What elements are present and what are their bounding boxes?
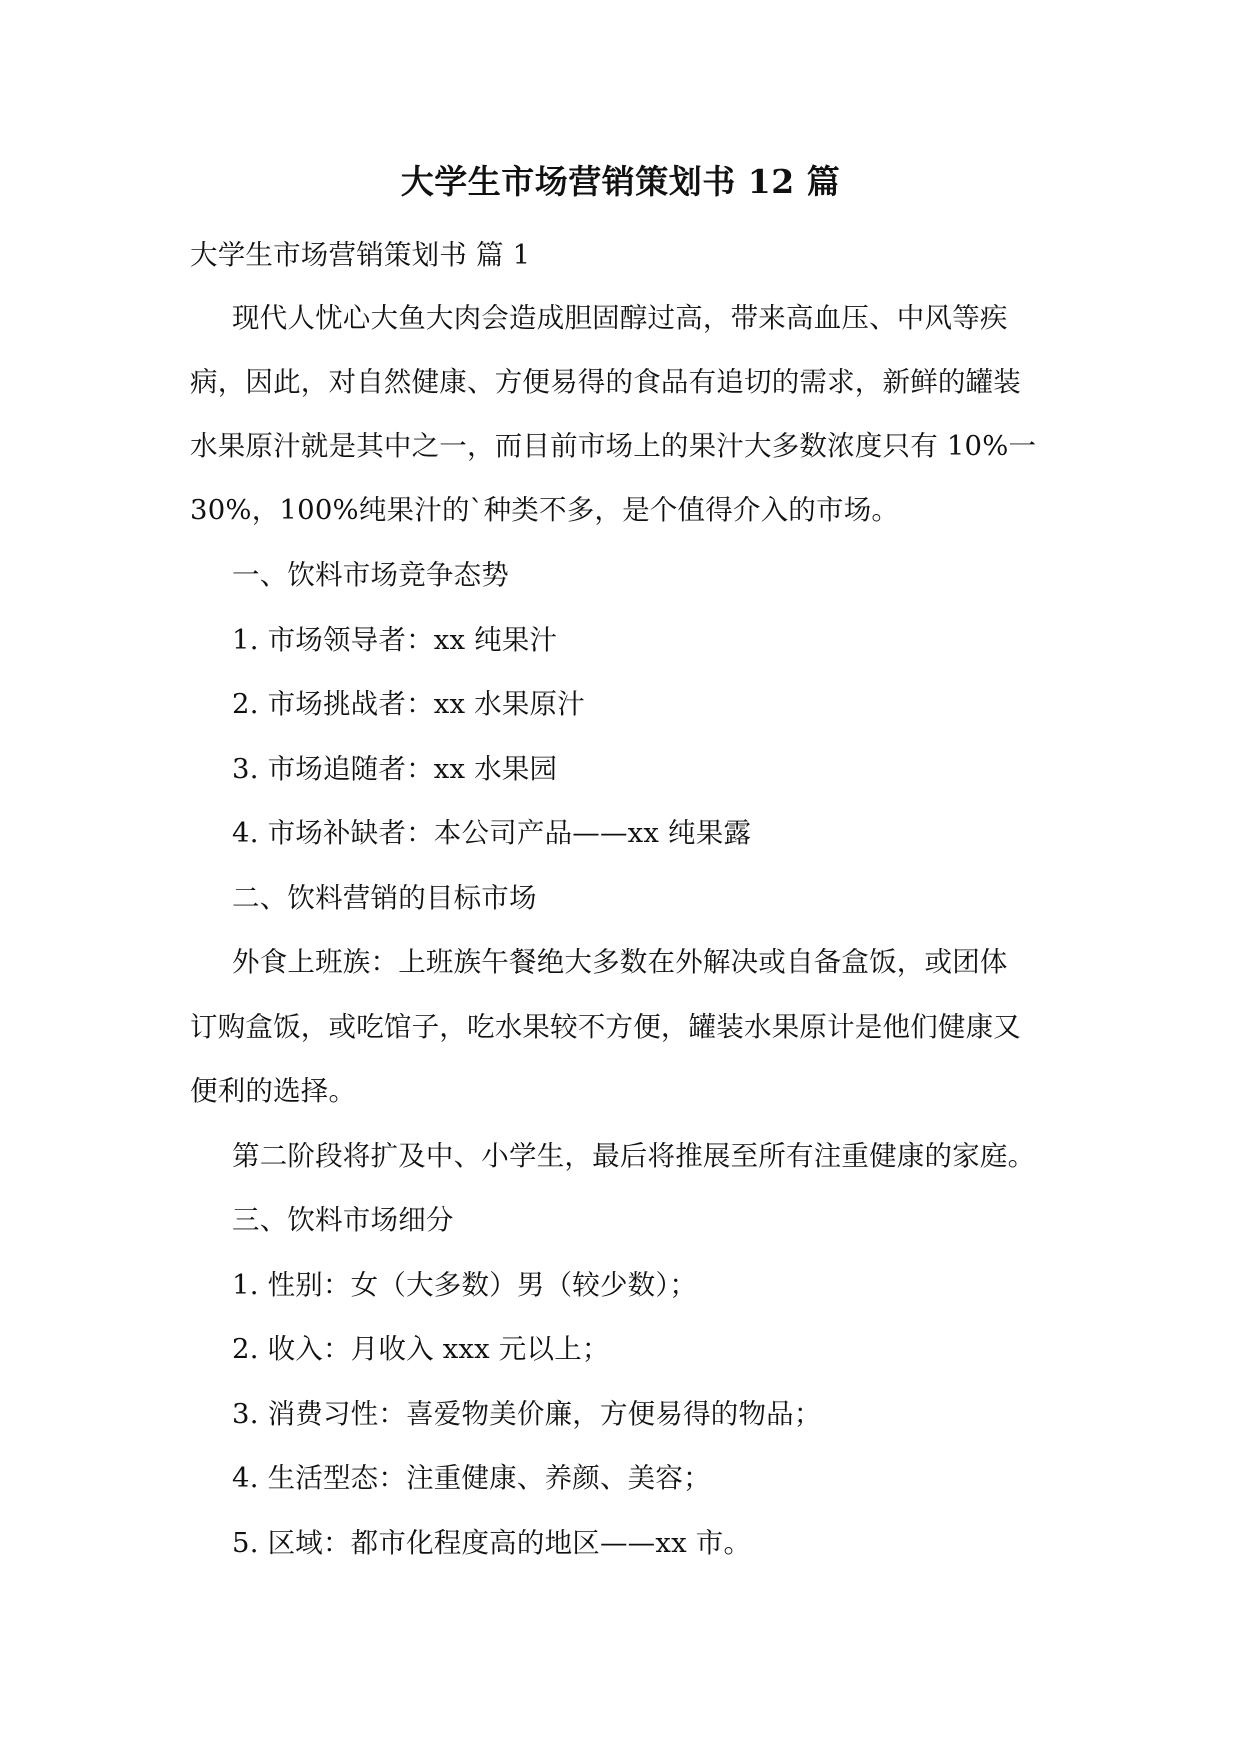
section3-item: 1. 性别：女（大多数）男（较少数）； — [232, 1269, 698, 1301]
section1-item: 3. 市场追随者：xx 水果园 — [232, 753, 558, 785]
section3-item: 4. 生活型态：注重健康、养颜、美容； — [232, 1462, 711, 1494]
section2-para2: 第二阶段将扩及中、小学生，最后将推展至所有注重健康的家庭。 — [232, 1140, 1036, 1172]
section2-para1-line-1: 外食上班族：上班族午餐绝大多数在外解决或自备盒饭，或团体 — [232, 946, 1008, 978]
section1-heading: 一、饮料市场竞争态势 — [232, 559, 509, 591]
section1-item: 1. 市场领导者：xx 纯果汁 — [232, 624, 558, 656]
section3-item: 3. 消费习性：喜爱物美价廉，方便易得的物品； — [232, 1398, 822, 1430]
intro-line-1: 现代人忧心大鱼大肉会造成胆固醇过高，带来高血压、中风等疾 — [232, 302, 1008, 334]
section1-item: 4. 市场补缺者：本公司产品——xx 纯果露 — [232, 817, 752, 849]
section3-item: 2. 收入：月收入 xxx 元以上； — [232, 1333, 610, 1365]
section3-item: 5. 区域：都市化程度高的地区——xx 市。 — [232, 1527, 752, 1559]
intro-line-2: 病，因此，对自然健康、方便易得的食品有追切的需求，新鲜的罐装 — [190, 366, 1021, 398]
section3-heading: 三、饮料市场细分 — [232, 1204, 454, 1236]
document-title: 大学生市场营销策划书 12 篇 — [400, 162, 841, 201]
section1-item: 2. 市场挑战者：xx 水果原汁 — [232, 688, 585, 720]
section2-para1-line-3: 便利的选择。 — [190, 1075, 357, 1107]
article-subtitle: 大学生市场营销策划书 篇 1 — [190, 239, 531, 271]
section2-heading: 二、饮料营销的目标市场 — [232, 882, 537, 914]
intro-line-4: 30%，100%纯果汁的`种类不多，是个值得介入的市场。 — [190, 494, 900, 526]
intro-line-3: 水果原汁就是其中之一，而目前市场上的果汁大多数浓度只有 10%一 — [190, 430, 1037, 462]
section2-para1-line-2: 订购盒饭，或吃馆子，吃水果较不方便，罐装水果原计是他们健康又 — [190, 1011, 1021, 1043]
